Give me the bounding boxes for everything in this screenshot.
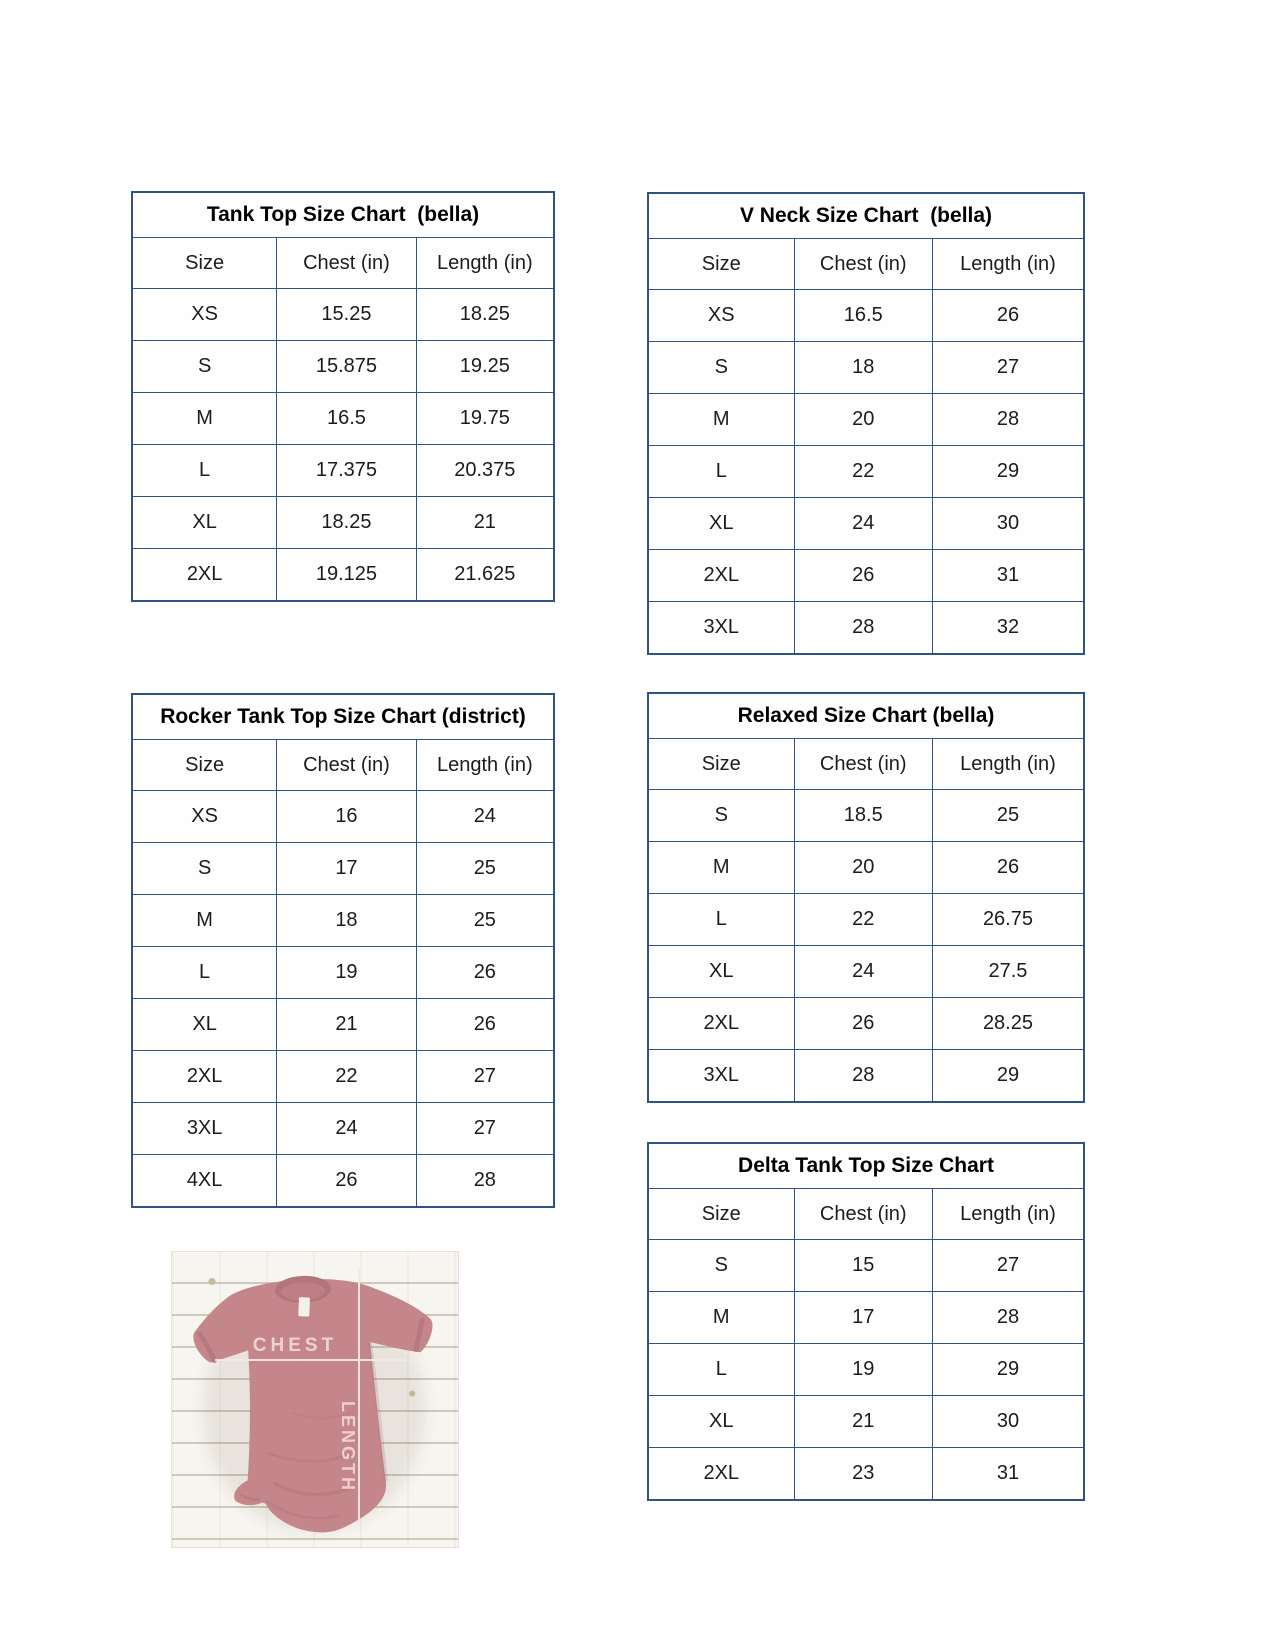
table-row (649, 445, 1083, 497)
table-cell: 28 (794, 1049, 932, 1101)
table-cell: M (133, 392, 276, 444)
table-cell: 29 (932, 1049, 1083, 1101)
table-cell: S (649, 341, 794, 393)
table-title: Relaxed Size Chart (bella) (649, 694, 1083, 739)
table-row (649, 601, 1083, 653)
table-cell: 25 (932, 789, 1083, 841)
table-title: Tank Top Size Chart (bella) (133, 193, 553, 238)
table-cell: 26 (932, 289, 1083, 341)
table-cell: 32 (932, 601, 1083, 653)
table-cell: 20.375 (416, 444, 553, 496)
table-cell: 26 (794, 549, 932, 601)
table-row (649, 341, 1083, 393)
table-cell: 17 (276, 842, 415, 894)
table-row (133, 1050, 553, 1102)
table-cell: 26 (276, 1154, 415, 1206)
table-cell: XL (649, 945, 794, 997)
column-header-size: Size (701, 253, 741, 275)
table-cell: 3XL (133, 1102, 276, 1154)
table-row (649, 789, 1083, 841)
table-row (649, 1395, 1083, 1447)
table-cell: 26 (794, 997, 932, 1049)
table-cell: 16.5 (276, 392, 415, 444)
table-cell: 25 (416, 894, 553, 946)
table-cell: XL (133, 998, 276, 1050)
table-cell: 2XL (133, 548, 276, 600)
table-cell: 24 (416, 790, 553, 842)
table-cell: 19.75 (416, 392, 553, 444)
column-header-chest: Chest (in) (276, 740, 415, 790)
table-cell: 2XL (133, 1050, 276, 1102)
table-cell: 15 (794, 1239, 932, 1291)
table-cell: 18.25 (276, 496, 415, 548)
table-cell: 24 (794, 497, 932, 549)
table-cell: 3XL (649, 601, 794, 653)
table-cell: 31 (932, 1447, 1083, 1499)
table-cell: S (649, 1239, 794, 1291)
table-cell: 18 (794, 341, 932, 393)
rocker-tank-top-size-chart-table (131, 693, 555, 1208)
table-row (133, 946, 553, 998)
table-body (133, 790, 553, 1206)
table-cell: 21 (794, 1395, 932, 1447)
table-cell: XL (133, 496, 276, 548)
table-cell: 29 (932, 445, 1083, 497)
tshirt-graphic (172, 1252, 458, 1547)
column-header-chest: Chest (in) (794, 739, 932, 789)
column-header-chest: Chest (in) (794, 239, 932, 289)
column-header-chest: Chest (in) (794, 1189, 932, 1239)
table-row (649, 393, 1083, 445)
table-cell: 2XL (649, 1447, 794, 1499)
table-header-row (133, 238, 553, 288)
table-header-row (133, 740, 553, 790)
column-header-length: Length (in) (932, 239, 1083, 289)
table-cell: 18 (276, 894, 415, 946)
table-cell: M (649, 1291, 794, 1343)
column-header-length: Length (in) (416, 238, 553, 288)
table-row (133, 392, 553, 444)
table-cell: 18.25 (416, 288, 553, 340)
table-cell: 16 (276, 790, 415, 842)
table-cell: 30 (932, 497, 1083, 549)
table-header-row (649, 739, 1083, 789)
table-row (133, 548, 553, 600)
chest-label: CHEST (252, 1335, 338, 1356)
table-row (649, 1343, 1083, 1395)
table-cell: S (133, 340, 276, 392)
table-cell: L (133, 444, 276, 496)
table-cell: 17.375 (276, 444, 415, 496)
table-cell: 27 (416, 1102, 553, 1154)
column-header-length: Length (in) (932, 1189, 1083, 1239)
table-cell: 27.5 (932, 945, 1083, 997)
relaxed-size-chart-table (647, 692, 1085, 1103)
table-header-row (649, 1189, 1083, 1239)
table-cell: 19 (794, 1343, 932, 1395)
table-cell: M (133, 894, 276, 946)
table-cell: 20 (794, 393, 932, 445)
table-cell: 23 (794, 1447, 932, 1499)
table-cell: 18.5 (794, 789, 932, 841)
table-header-row (649, 239, 1083, 289)
table-cell: M (649, 841, 794, 893)
column-header-length: Length (in) (932, 739, 1083, 789)
column-header-size: Size (185, 252, 225, 274)
table-cell: 27 (932, 1239, 1083, 1291)
table-row (649, 1239, 1083, 1291)
table-cell: 28.25 (932, 997, 1083, 1049)
table-cell: 27 (932, 341, 1083, 393)
tshirt-measurement-photo (172, 1252, 458, 1547)
table-row (133, 894, 553, 946)
column-header-length: Length (in) (416, 740, 553, 790)
table-cell: L (649, 1343, 794, 1395)
table-cell: L (133, 946, 276, 998)
table-cell: 28 (932, 393, 1083, 445)
column-header-size: Size (701, 753, 741, 775)
v-neck-size-chart-table (647, 192, 1085, 655)
table-cell: 2XL (649, 997, 794, 1049)
table-cell: 30 (932, 1395, 1083, 1447)
table-row (133, 790, 553, 842)
table-cell: S (133, 842, 276, 894)
table-cell: 21.625 (416, 548, 553, 600)
table-cell: XL (649, 497, 794, 549)
length-label: LENGTH (338, 1401, 358, 1493)
table-row (649, 549, 1083, 601)
table-body (649, 1239, 1083, 1499)
table-cell: 15.875 (276, 340, 415, 392)
column-header-size: Size (185, 754, 225, 776)
table-row (649, 1291, 1083, 1343)
table-cell: 20 (794, 841, 932, 893)
table-row (133, 842, 553, 894)
table-cell: 3XL (649, 1049, 794, 1101)
table-cell: 21 (416, 496, 553, 548)
table-row (133, 1102, 553, 1154)
table-body (133, 288, 553, 600)
table-row (649, 841, 1083, 893)
table-cell: 26 (416, 998, 553, 1050)
table-cell: 29 (932, 1343, 1083, 1395)
table-row (649, 893, 1083, 945)
delta-tank-top-size-chart-table (647, 1142, 1085, 1501)
table-row (133, 444, 553, 496)
table-body (649, 789, 1083, 1101)
table-cell: 28 (416, 1154, 553, 1206)
table-cell: 25 (416, 842, 553, 894)
table-row (649, 997, 1083, 1049)
table-row (649, 497, 1083, 549)
table-cell: 19 (276, 946, 415, 998)
table-cell: 26 (416, 946, 553, 998)
tank-top-size-chart-table (131, 191, 555, 602)
table-row (649, 945, 1083, 997)
table-title: V Neck Size Chart (bella) (649, 194, 1083, 239)
table-cell: S (649, 789, 794, 841)
table-cell: 15.25 (276, 288, 415, 340)
table-cell: 19.125 (276, 548, 415, 600)
table-row (649, 1049, 1083, 1101)
table-cell: XS (133, 790, 276, 842)
table-title: Delta Tank Top Size Chart (649, 1144, 1083, 1189)
table-cell: 19.25 (416, 340, 553, 392)
table-cell: 27 (416, 1050, 553, 1102)
table-row (133, 1154, 553, 1206)
table-cell: 24 (794, 945, 932, 997)
table-body (649, 289, 1083, 653)
table-row (133, 340, 553, 392)
table-cell: 22 (794, 893, 932, 945)
column-header-chest: Chest (in) (276, 238, 415, 288)
table-cell: 4XL (133, 1154, 276, 1206)
table-cell: L (649, 445, 794, 497)
table-cell: M (649, 393, 794, 445)
table-cell: XL (649, 1395, 794, 1447)
table-cell: 17 (794, 1291, 932, 1343)
table-cell: XS (649, 289, 794, 341)
table-cell: 31 (932, 549, 1083, 601)
table-row (133, 998, 553, 1050)
table-cell: 21 (276, 998, 415, 1050)
table-row (649, 289, 1083, 341)
column-header-size: Size (701, 1203, 741, 1225)
table-cell: 2XL (649, 549, 794, 601)
table-cell: 16.5 (794, 289, 932, 341)
table-row (649, 1447, 1083, 1499)
table-cell: 22 (794, 445, 932, 497)
table-cell: 24 (276, 1102, 415, 1154)
table-cell: 22 (276, 1050, 415, 1102)
table-cell: L (649, 893, 794, 945)
table-cell: 26 (932, 841, 1083, 893)
table-row (133, 496, 553, 548)
neck-tag (298, 1297, 310, 1316)
table-cell: 26.75 (932, 893, 1083, 945)
table-cell: XS (133, 288, 276, 340)
table-row (133, 288, 553, 340)
table-cell: 28 (794, 601, 932, 653)
table-title: Rocker Tank Top Size Chart (district) (133, 695, 553, 740)
table-cell: 28 (932, 1291, 1083, 1343)
